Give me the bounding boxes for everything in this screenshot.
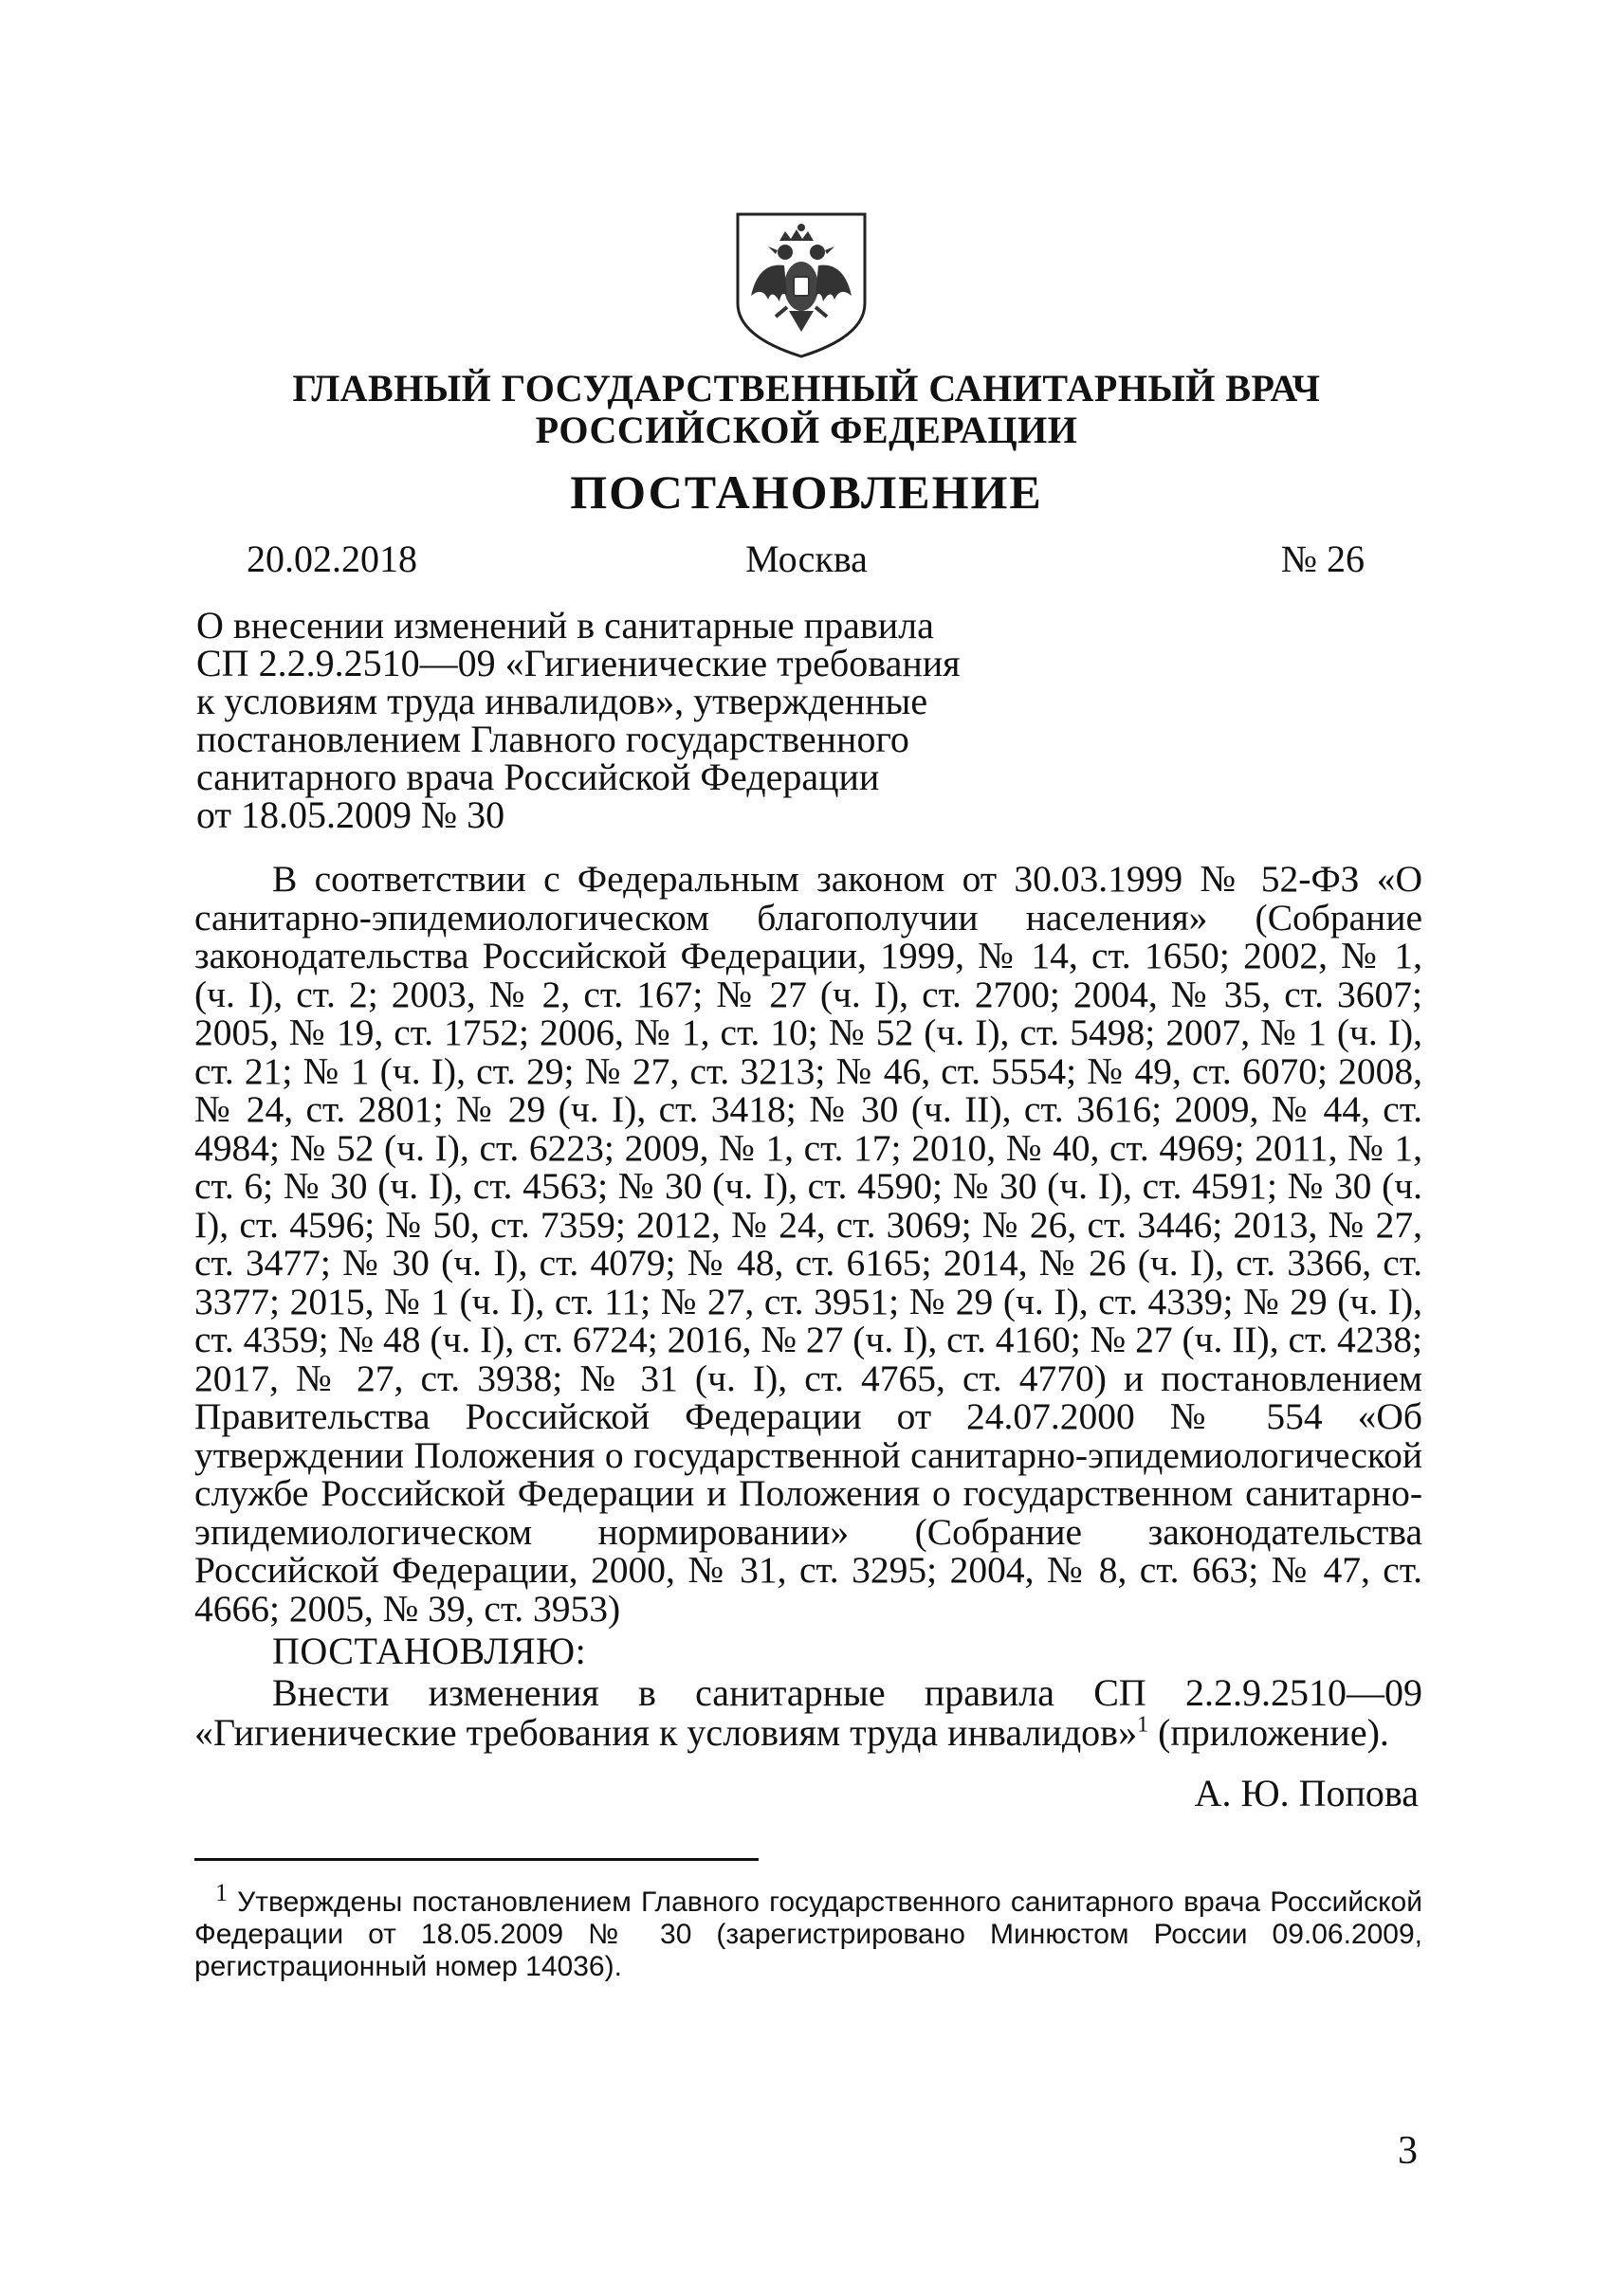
authority-line-2: РОССИЙСКОЙ ФЕДЕРАЦИИ bbox=[535, 409, 1078, 451]
ordering-word: ПОСТАНОВЛЯЮ: bbox=[272, 1630, 587, 1672]
subject-line: от 18.05.2009 № 30 bbox=[196, 793, 505, 836]
subject-line: О внесении изменений в санитарные правила bbox=[196, 604, 934, 647]
footnote-divider bbox=[194, 1858, 759, 1861]
footnote-reference: 1 bbox=[1137, 1712, 1149, 1738]
subject-line: СП 2.2.9.2510—09 «Гигиенические требования bbox=[196, 642, 961, 684]
document-number: № 26 bbox=[1280, 538, 1365, 580]
document-subject bbox=[196, 604, 1012, 836]
footnote-text: Утверждены постановлением Главного государственного санитарного врача Российской Федерации от 18.05.2009 № 30 (зарегистрировано Минюстом России 09.06.2009, регистрационный номер 14036). bbox=[194, 1886, 1422, 1982]
decision-text: Внести изменения в санитарные правила СП 2.2.9.2510—09 «Гигиенические требования к условиям труда инвалидов» bbox=[194, 1671, 1422, 1754]
document-type: ПОСТАНОВЛЕНИЕ bbox=[570, 465, 1043, 519]
document-date: 20.02.2018 bbox=[247, 538, 417, 580]
signature-name: А. Ю. Попова bbox=[1194, 1772, 1419, 1814]
authority-line-1: ГЛАВНЫЙ ГОСУДАРСТВЕННЫЙ САНИТАРНЫЙ ВРАЧ bbox=[292, 367, 1321, 410]
issuing-authority bbox=[0, 368, 1613, 451]
decision-tail: (приложение). bbox=[1148, 1711, 1389, 1754]
subject-line: постановлением Главного государственного bbox=[196, 718, 909, 760]
footnote-mark: 1 bbox=[215, 1879, 228, 1906]
coat-of-arms-icon bbox=[730, 209, 872, 360]
subject-line: к условиям труда инвалидов», утвержденные bbox=[196, 680, 928, 722]
document-city: Москва bbox=[745, 538, 868, 580]
page-number: 3 bbox=[1398, 2129, 1418, 2173]
footnote bbox=[194, 1879, 1422, 1983]
subject-line: санитарного врача Российской Федерации bbox=[196, 756, 880, 798]
decision-paragraph bbox=[194, 1673, 1422, 1753]
preamble-paragraph: В соответствии с Федеральным законом от 30.03.1999 № 52-ФЗ «О санитарно-эпидемиологическом благополучии населения» (Собрание законодательства Российской Федерации, 1999, № 14, ст. 1650; 2002, № 1, (ч. I), ст. 2; 2003, № 2, ст. 167; № 27 (ч. I), ст. 2700; 2004, № 35, ст. 3607; 2005, № 19, ст. 1752; 2006, № 1, ст. 10; № 52 (ч. I), ст. 5498; 2007, № 1 (ч. I), ст. 21; № 1 (ч. I), ст. 29; № 27, ст. 3213; № 46, ст. 5554; № 49, ст. 6070; 2008, № 24, ст. 2801; № 29 (ч. I), ст. 3418; № 30 (ч. II), ст. 3616; 2009, № 44, ст. 4984; № 52 (ч. I), ст. 6223; 2009, № 1, ст. 17; 2010, № 40, ст. 4969; 2011, № 1, ст. 6; № 30 (ч. I), ст. 4563; № 30 (ч. I), ст. 4590; № 30 (ч. I), ст. 4591; № 30 (ч. I), ст. 4596; № 50, ст. 7359; 2012, № 24, ст. 3069; № 26, ст. 3446; 2013, № 27, ст. 3477; № 30 (ч. I), ст. 4079; № 48, ст. 6165; 2014, № 26 (ч. I), ст. 3366, ст. 3377; 2015, № 1 (ч. I), ст. 11; № 27, ст. 3951; № 29 (ч. I), ст. 4339; № 29 (ч. I), ст. 4359; № 48 (ч. I), ст. 6724; 2016, № 27 (ч. I), ст. 4160; № 27 (ч. II), ст. 4238; 2017, № 27, ст. 3938; № 31 (ч. I), ст. 4765, ст. 4770) и постановлением Правительства Российской Федерации от 24.07.2000 № 554 «Об утверждении Положения о государственной санитарно-эпидемиологической службе Российской Федерации и Положения о государственном санитарно-эпидемиологическом нормировании» (Собрание законодательства Российской Федерации, 2000, № 31, ст. 3295; 2004, № 8, ст. 663; № 47, ст. 4666; 2005, № 39, ст. 3953) bbox=[194, 858, 1423, 1630]
